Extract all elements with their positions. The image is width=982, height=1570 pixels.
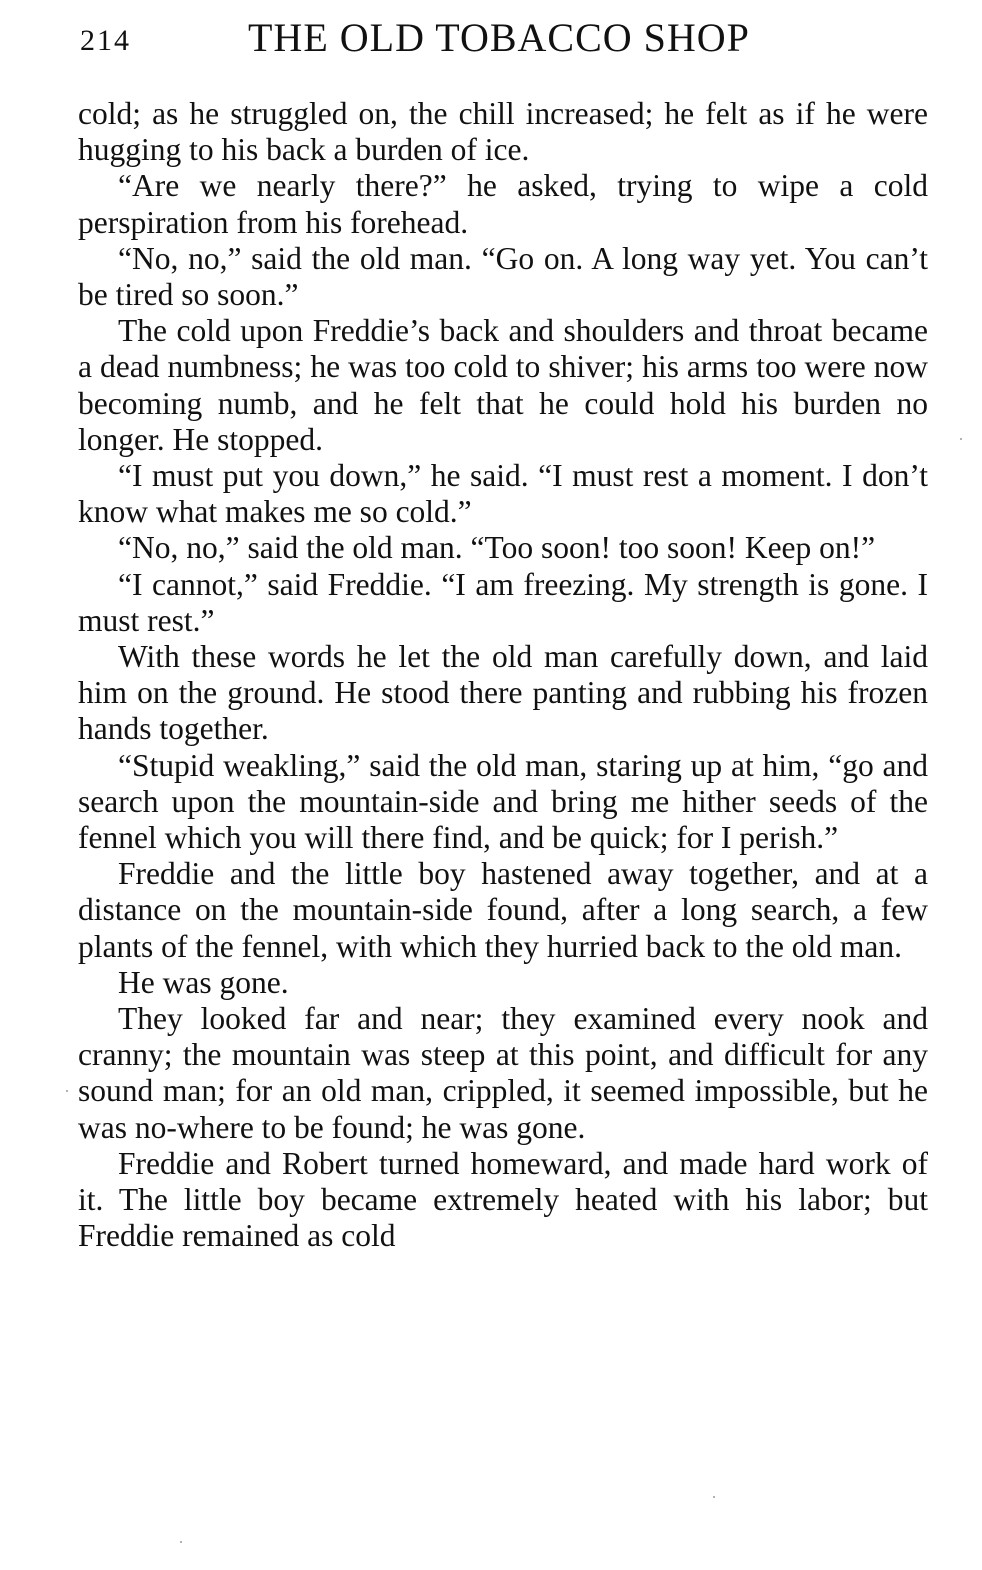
scan-speck [960,438,962,440]
paragraph-13: Freddie and Robert turned homeward, and made hard work of it. The little boy became extremely heated with his labor; but Freddie remained as cold [78,1145,928,1254]
scan-speck [66,1090,68,1092]
paragraph-4: The cold upon Freddie’s back and shoulders and throat became a dead numbness; he was too cold to shiver; his arms too were now becoming numb, and he felt that he could hold his burden no longer. He stopped. [78,313,928,457]
paragraph-9: “Stupid weakling,” said the old man, staring up at him, “go and search upon the mountain-side and bring me hither seeds of the fennel which you will there find, and be quick; for I perish.” [78,747,928,856]
scan-speck [180,1541,182,1543]
running-title: THE OLD TOBACCO SHOP [248,15,750,60]
paragraph-5: “I must put you down,” he said. “I must rest a moment. I don’t know what makes me so cold.” [78,458,928,530]
page-number: 214 [80,24,131,57]
paragraph-8: With these words he let the old man carefully down, and laid him on the ground. He stood there panting and rubbing his frozen hands together. [78,639,928,747]
paragraph-7: “I cannot,” said Freddie. “I am freezing. My strength is gone. I must rest.” [78,566,928,638]
body-text [78,96,928,1255]
paragraph-2: “Are we nearly there?” he asked, trying to wipe a cold perspiration from his forehead. [78,168,928,240]
running-head [80,14,930,62]
scan-speck [713,1496,715,1498]
paragraph-1: cold; as he struggled on, the chill increased; he felt as if he were hugging to his back a burden of ice. [78,96,928,168]
paragraph-3: “No, no,” said the old man. “Go on. A long way yet. You can’t be tired so soon.” [78,240,928,313]
paragraph-11: He was gone. [118,964,289,1000]
paragraph-10: Freddie and the little boy hastened away together, and at a distance on the mountain-side found, after a long search, a few plants of the fennel, with which they hurried back to the old man. [78,856,928,964]
paragraph-6: “No, no,” said the old man. “Too soon! too soon! Keep on!” [118,530,876,566]
paragraph-12: They looked far and near; they examined every nook and cranny; the mountain was steep at this point, and difficult for any sound man; for an old man, crippled, it seemed impossible, but he was no-where to be found; he was gone. [78,1001,928,1145]
